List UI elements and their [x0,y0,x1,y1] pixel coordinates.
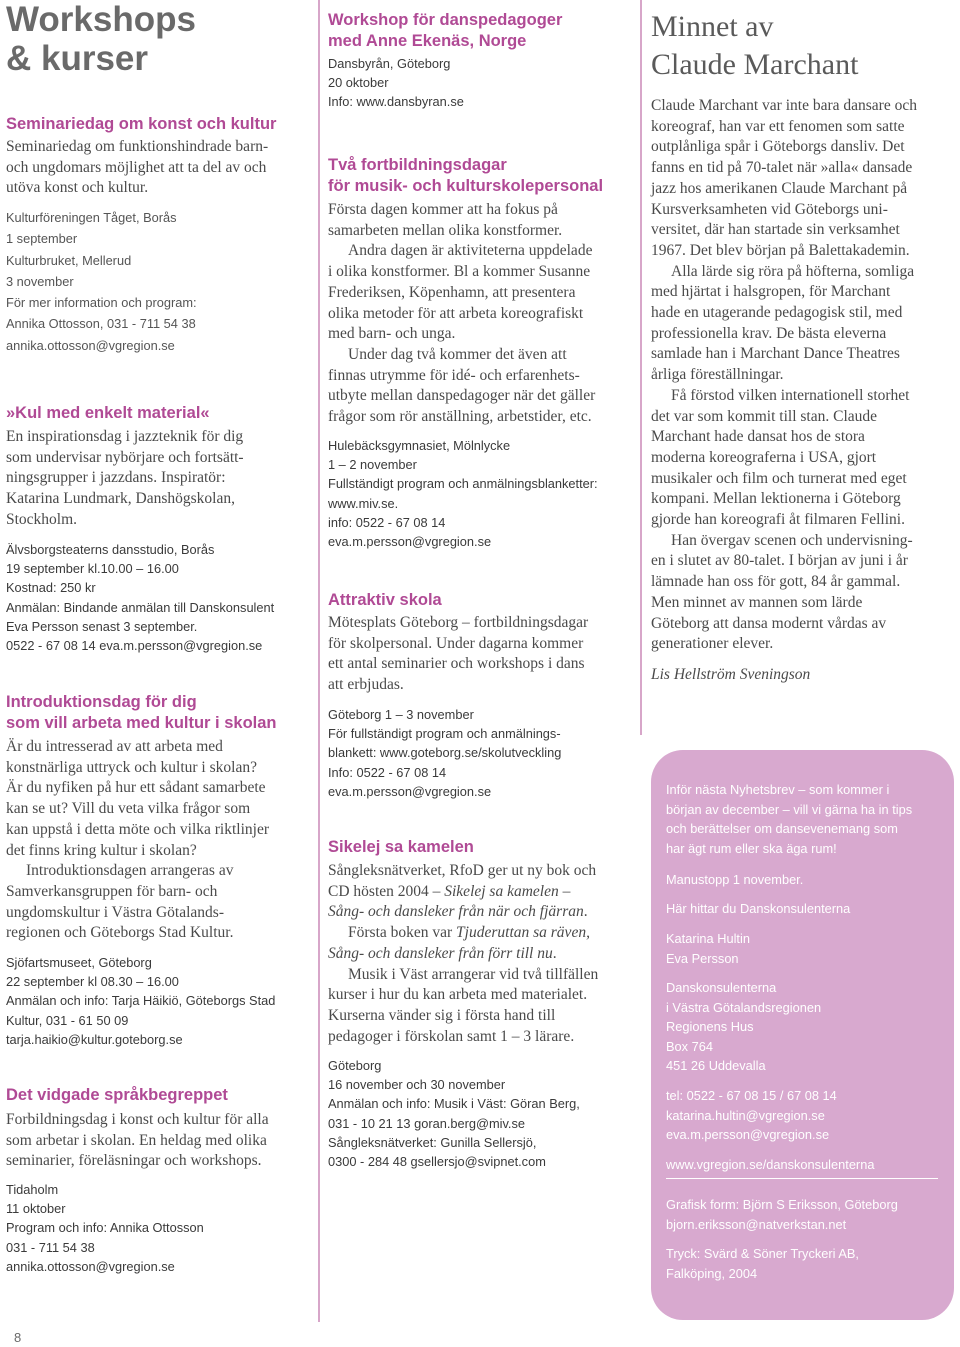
infobox-divider [666,1178,938,1179]
tva-body: Första dagen kommer att ha fokus på samarbeten mellan olika konstformer. Andra dagen är aktiviteterna uppdelade i olika konstformer. Bl a kommer Susanne Frederiksen, Köpenhamn, att presentera olika metoder för att arbeta koreografiskt med barn- och unga. Under dag två kommer det även att finnas utrymme för idé- och erfarenhets- utbyte mellan danspedagoger när det gäller frågor som rör anställning, arbetstider, etc. [328,201,596,426]
infobox-hittar: Här hittar du Danskonsulenterna [666,901,851,916]
seminariedag-info: Kulturföreningen Tåget, Borås 1 september Kulturbruket, Mellerud 3 november För mer information och program: Annika Ottosson, 031 - 711 54 38 annika.ottosson@vgregion.se [6,210,197,353]
info-box [651,750,954,1320]
infobox-web: www.vgregion.se/danskonsulenterna [666,1157,875,1172]
kul-info: Älvsborgsteaterns dansstudio, Borås 19 september kl.10.00 – 16.00 Kostnad: 250 kr Anmälan: Bindande anmälan till Danskonsulent Eva Persson senast 3 september. 0522 - 67 08 14 eva.m.persson@vgregion.se [6,542,275,654]
kul-body: En inspirationsdag i jazzteknik för dig som undervisar nybörjare och fortsätt- ningsgrupper i jazzdans. Inspiratör: Katarina Lundmark, Danshögskolan, Stockholm. [6,428,244,528]
heading-workshop-danspedagoger: Workshop för danspedagoger med Anne Ekenäs, Norge [328,11,563,50]
heading-introduktionsdag: Introduktionsdag för dig som vill arbeta med kultur i skolan [6,693,277,732]
infobox-address: Danskonsulenterna i Västra Götalandsregionen Regionens Hus Box 764 451 26 Uddevalla [666,980,822,1074]
sikelej-body: Sångleksnätverket, RfoD ger ut ny bok och CD hösten 2004 – Sikelej sa kamelen – Sång- och dansleker från när och fjärran. Första boken var Tjuderuttan sa räven, Sång- och dansleker från förr till nu. Musik i Väst arrangerar vid två tillfällen kurser i hur du kan arbeta med materialet. Kurserna vänder sig i första hand till pedagoger i förskolan samt 1 – 3 lärare. [328,862,599,1045]
article-title-minnet: Minnet av Claude Marchant [651,10,859,81]
infobox-manustopp: Manustopp 1 november. [666,872,804,887]
infobox-contact: tel: 0522 - 67 08 15 / 67 08 14 katarina.hultin@vgregion.se eva.m.persson@vgregion.se [666,1088,837,1143]
heading-sikelej-sa-kamelen: Sikelej sa kamelen [328,838,474,856]
intro-body: Är du intresserad av att arbeta med konstnärliga uttryck och kultur i skolan? Är du nyfiken på hur ett sådant samarbete kan se ut? Vill du veta vilka frågor som kan uppstå i detta möte och vilka riktlinjer det finns kring kultur i skolan? Introduktionsdagen arrangeras av Samverkansgruppen för barn- och ungdomskultur i Västra Götalands- regionen och Göteborgs Stad Kultur. [6,738,270,942]
infobox-names: Katarina Hultin Eva Persson [666,931,750,966]
infobox-intro: Inför nästa Nyhetsbrev – som kommer i början av december – vill vi gärna ha in tips och berättelser om dansevenemang som har ägt rum eller ska äga rum! [666,782,913,856]
heading-tva-fortbildningsdagar: Två fortbildningsdagar för musik- och kulturskolepersonal [328,156,604,195]
workshop-info: Dansbyrån, Göteborg 20 oktober Info: www.dansbyran.se [328,56,464,110]
attraktiv-info: Göteborg 1 – 3 november För fullständigt program och anmälnings- blankett: www.goteborg.se/skolutveckling Info: 0522 - 67 08 14 eva.m.persson@vgregion.se [328,707,562,799]
page-number: 8 [14,1330,22,1345]
vidgade-body: Forbildningsdag i konst och kultur för alla som arbetar i skolan. En heldag med olika seminarier, föreläsningar och workshops. [6,1111,269,1170]
attraktiv-body: Mötesplats Göteborg – fortbildningsdagar för skolpersonal. Under dagarna kommer ett antal seminarier och workshops i dans att erbjudas. [328,614,589,694]
column-divider-left [318,0,320,1322]
infobox-tryck: Tryck: Svärd & Söner Tryckeri AB, Falköping, 2004 [666,1246,859,1281]
vidgade-info: Tidaholm 11 oktober Program och info: Annika Ottosson 031 - 711 54 38 annika.ottosson@vgregion.se [6,1182,204,1274]
heading-seminariedag: Seminariedag om konst och kultur [6,115,277,133]
sikelej-info: Göteborg 16 november och 30 november Anmälan och info: Musik i Väst: Göran Berg, 031 - 10 21 13 goran.berg@miv.se Sångleksnätverket: Gunilla Sellersjö, 0300 - 284 48 gsellersjo@svipnet.com [328,1058,580,1170]
heading-attraktiv-skola: Attraktiv skola [328,591,442,609]
tva-info: Hulebäcksgymnasiet, Mölnlycke 1 – 2 november Fullständigt program och anmälningsblanketter: www.miv.se. info: 0522 - 67 08 14 eva.m.persson@vgregion.se [328,438,598,550]
intro-info: Sjöfartsmuseet, Göteborg 22 september kl 08.30 – 16.00 Anmälan och info: Tarja Häikiö, Göteborgs Stad Kultur, 031 - 61 50 09 tarja.haikio@kultur.goteborg.se [6,955,276,1047]
minnet-body: Claude Marchant var inte bara dansare och koreograf, han var ett fenomen som satte outplånliga spår i Göteborgs dansliv. Det fanns en tid på 70-talet när »alla« dansade jazz hos amerikanen Claude Marchant på Kursverksamheten vid Göteborgs uni- versitet, där han startade sin verksamhet 1967. Det blev början på Balettakademin. Alla lärde sig röra på höfterna, somliga med hjärtat i halsgropen, för Marchant hade en utagerande pedagogisk stil, med professionella krav. De bästa eleverna samlade han i Marchant Dance Theatres årliga föreställningar. Få förstod vilken internationell storhet det var som kommit till stan. Claude Marchant hade dansat hos de stora moderna koreograferna i USA, gjort musikaler och film och turnerat med eget kompani. Mellan lektionerna i Göteborg gjorde han koreografi åt filmaren Fellini. Han övergav scenen och undervisning- en i slutet av 80-talet. I början av juni i år lämnade han oss för gott, 84 år gammal. Men minnet av mannen som lärde Göteborg att dansa modernt vårdas av generationer elever. [651,97,917,653]
heading-det-vidgade-sprakbegreppet: Det vidgade språkbegreppet [6,1086,228,1104]
infobox-grafisk: Grafisk form: Björn S Eriksson, Göteborg bjorn.eriksson@natverkstan.net [666,1197,898,1232]
page-title: Workshops & kurser [6,0,196,78]
seminariedag-body: Seminariedag om funktionshindrade barn- och ungdomars möjlighet att ta del av och utöva konst och kultur. [6,138,269,197]
heading-kul-med-enkelt-material: »Kul med enkelt material« [6,404,210,422]
column-divider-right [640,0,642,735]
article-signature: Lis Hellström Sveningson [651,666,811,683]
